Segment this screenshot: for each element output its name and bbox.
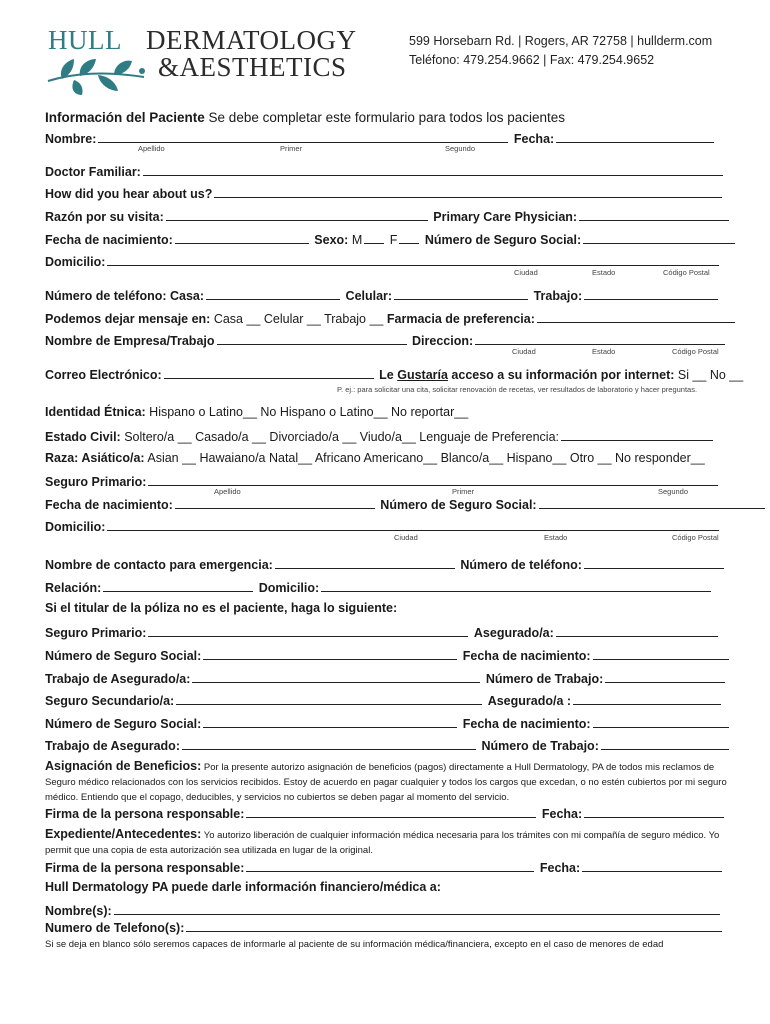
civil-status-options[interactable]: Soltero/a __ Casado/a __ Divorciado/a __ Viudo/a__ Lenguaje de Preferencia: — [120, 430, 559, 444]
label-employer-address: Direccion: — [412, 334, 474, 348]
row-release-names — [45, 902, 722, 918]
ethnicity-options[interactable]: Hispano o Latino__ No Hispano o Latino__ No reportar__ — [145, 405, 469, 419]
row-reason — [45, 208, 731, 224]
row-phones — [45, 287, 720, 303]
sub-ins-zip: Código Postal — [672, 533, 719, 542]
sub-ins-last: Apellido — [214, 487, 241, 496]
row-dob-sex-ssn — [45, 231, 737, 247]
row-release-phones — [45, 919, 724, 935]
field-email[interactable] — [164, 366, 374, 379]
label-ph-insured: Asegurado/a: — [473, 626, 554, 640]
field-name[interactable] — [98, 130, 508, 143]
patient-info-note: Se debe completar este formulario para todos los pacientes — [204, 110, 565, 125]
row-ph-secondary — [45, 692, 723, 708]
message-options[interactable]: Casa __ Celular __ Trabajo __ — [213, 312, 384, 326]
row-ethnicity — [45, 405, 468, 419]
field-ph-secondary[interactable] — [176, 692, 482, 705]
label-doctor: Doctor Familiar: — [45, 165, 141, 179]
field-ph-dob2[interactable] — [593, 715, 729, 728]
label-home-phone: Número de teléfono: Casa: — [45, 289, 205, 303]
label-release-names: Nombre(s): — [45, 904, 112, 918]
label-ph-work2: Trabajo de Asegurado: — [45, 739, 180, 753]
internet-options[interactable]: Si __ No __ — [674, 368, 744, 382]
row-message-pharmacy — [45, 310, 737, 326]
records-release-heading — [45, 880, 441, 894]
label-records-date: Fecha: — [539, 861, 581, 875]
field-ph-insured[interactable] — [556, 624, 718, 637]
label-civil-status: Estado Civil: — [45, 430, 121, 444]
field-relation[interactable] — [103, 579, 253, 592]
sub-ins-first: Primer — [452, 487, 475, 496]
label-ph-insured2: Asegurado/a : — [487, 694, 572, 708]
field-sex-m[interactable] — [364, 231, 384, 244]
records-release-text: Hull Dermatology PA puede darle información financiero/médica a: — [45, 880, 441, 894]
sex-option-m: M — [351, 233, 363, 247]
label-email: Correo Electrónico: — [45, 368, 162, 382]
benefits-title: Asignación de Beneficios: — [45, 759, 202, 773]
row-race — [45, 451, 705, 465]
field-work[interactable] — [584, 287, 718, 300]
label-relation: Relación: — [45, 581, 102, 595]
label-release-phones: Numero de Telefono(s): — [45, 921, 185, 935]
sub-employer-state: Estado — [592, 347, 616, 356]
sub-ins-state: Estado — [544, 533, 568, 542]
label-ph-work-phone: Número de Trabajo: — [485, 672, 604, 686]
policy-holder-heading — [45, 601, 397, 615]
row-primary-insurance — [45, 473, 720, 489]
label-ph-ssn: Número de Seguro Social: — [45, 649, 202, 663]
label-reason: Razón por su visita: — [45, 210, 164, 224]
field-address[interactable] — [107, 253, 719, 266]
field-employer[interactable] — [217, 332, 407, 345]
clinic-phone-fax: Teléfono: 479.254.9662 | Fax: 479.254.9652 — [409, 53, 655, 67]
records-paragraph — [45, 827, 730, 858]
field-primary-insurance[interactable] — [148, 473, 718, 486]
label-work: Trabajo: — [533, 289, 583, 303]
label-dob: Fecha de nacimiento: — [45, 233, 173, 247]
label-primary-insurance: Seguro Primario: — [45, 475, 147, 489]
field-ph-primary[interactable] — [148, 624, 468, 637]
sub-city: Ciudad — [514, 268, 538, 277]
label-internet-pre: Le — [379, 368, 398, 382]
sub-first-name: Primer — [280, 144, 303, 153]
label-ethnicity: Identidad Étnica: — [45, 405, 146, 419]
logo-aesthetics-text: &AESTHETICS — [158, 52, 347, 82]
row-emergency-contact — [45, 556, 726, 572]
field-emergency-address[interactable] — [321, 579, 711, 592]
label-pharmacy: Farmacia de preferencia: — [386, 312, 535, 326]
sub-ins-second: Segundo — [658, 487, 689, 496]
row-benefits-signature — [45, 805, 726, 821]
field-release-phones[interactable] — [186, 919, 722, 932]
policy-holder-title: Si el titular de la póliza no es el paciente, haga lo siguiente: — [45, 601, 398, 615]
field-ins-dob[interactable] — [175, 496, 375, 509]
internet-note: P. ej.: para solicitar una cita, solicitar renovación de recetas, ver resultados de laboratorio y hacer preguntas. — [337, 385, 698, 394]
field-ph-work2[interactable] — [182, 737, 476, 750]
hull-dermatology-logo — [44, 25, 374, 95]
field-sex-f[interactable] — [399, 231, 419, 244]
patient-info-title: Información del Paciente — [45, 110, 205, 125]
field-how-heard[interactable] — [214, 185, 722, 198]
clinic-address: 599 Horsebarn Rd. | Rogers, AR 72758 | hullderm.com — [409, 34, 713, 48]
field-ph-dob[interactable] — [593, 647, 729, 660]
field-ph-work-phone[interactable] — [605, 670, 725, 683]
field-benefits-signature[interactable] — [246, 805, 536, 818]
field-pharmacy[interactable] — [537, 310, 735, 323]
label-pcp: Primary Care Physician: — [433, 210, 578, 224]
sub-state: Estado — [592, 268, 616, 277]
sub-employer-city: Ciudad — [512, 347, 536, 356]
label-employer: Nombre de Empresa/Trabajo — [45, 334, 215, 348]
label-records-signature: Firma de la persona responsable: — [45, 861, 245, 875]
records-title: Expediente/Antecedentes: — [45, 827, 202, 841]
label-address: Domicilio: — [45, 255, 106, 269]
label-ph-work: Trabajo de Asegurado/a: — [45, 672, 191, 686]
field-ins-ssn[interactable] — [539, 496, 765, 509]
label-leave-message: Podemos dejar mensaje en: — [45, 312, 211, 326]
field-emergency-phone[interactable] — [584, 556, 724, 569]
sex-option-f: F — [389, 233, 398, 247]
sub-employer-zip: Código Postal — [672, 347, 719, 356]
row-ph-work — [45, 670, 727, 686]
row-address — [45, 253, 721, 269]
label-benefits-signature: Firma de la persona responsable: — [45, 807, 245, 821]
field-records-signature[interactable] — [246, 859, 534, 872]
sub-last-name: Apellido — [138, 144, 165, 153]
label-ph-dob2: Fecha de nacimiento: — [462, 717, 591, 731]
label-ph-primary: Seguro Primario: — [45, 626, 147, 640]
label-date: Fecha: — [513, 132, 555, 146]
field-date[interactable] — [556, 130, 714, 143]
field-release-names[interactable] — [114, 902, 720, 915]
label-internet-post: acceso a su información por internet: — [447, 368, 675, 382]
benefits-paragraph — [45, 759, 730, 805]
field-doctor[interactable] — [143, 163, 723, 176]
label-race: Raza: Asiático/a: — [45, 451, 145, 465]
row-records-signature — [45, 859, 724, 875]
logo-dermatology-text: DERMATOLOGY — [146, 25, 357, 55]
field-pcp[interactable] — [579, 208, 729, 221]
field-ssn[interactable] — [583, 231, 735, 244]
row-ins-dob-ssn — [45, 496, 767, 512]
row-relation — [45, 579, 713, 595]
row-civil-status — [45, 428, 715, 444]
leaf-flourish-icon — [44, 51, 154, 97]
field-ph-insured2[interactable] — [573, 692, 721, 705]
label-emergency-address: Domicilio: — [258, 581, 320, 595]
row-doctor — [45, 163, 725, 179]
logo-hull-text: HULL — [48, 25, 122, 55]
label-emergency-contact: Nombre de contacto para emergencia: — [45, 558, 273, 572]
label-benefits-date: Fecha: — [541, 807, 583, 821]
label-ins-address: Domicilio: — [45, 520, 106, 534]
label-name: Nombre: — [45, 132, 97, 146]
field-benefits-date[interactable] — [584, 805, 724, 818]
field-records-date[interactable] — [582, 859, 722, 872]
row-employer — [45, 332, 727, 348]
label-internet-gustaria: Gustaría — [397, 368, 448, 382]
sub-second-name: Segundo — [445, 144, 476, 153]
row-ph-primary — [45, 624, 720, 640]
field-language[interactable] — [561, 428, 713, 441]
field-emergency-contact[interactable] — [275, 556, 455, 569]
label-cell: Celular: — [345, 289, 393, 303]
label-sex: Sexo: — [314, 233, 349, 247]
benefits-text: Por la presente autorizo asignación de beneficios (pagos) directamente a Hull Dermatology, PA de todos mis reclamos de Seguro médico relacionados con los servicios recibidos. Estoy de acuerdo en pagar cualquier y todos los cargos que excedan, o no estén cubiertos por mi seguro médico. Entiendo que el copago, deducibles, y servicios no cubiertos se deben pagar al momento del servicio. — [45, 762, 727, 803]
field-cell[interactable] — [394, 287, 528, 300]
label-how-heard: How did you hear about us? — [45, 187, 213, 201]
label-emergency-phone: Número de teléfono: — [460, 558, 582, 572]
field-reason[interactable] — [166, 208, 428, 221]
field-employer-address[interactable] — [475, 332, 725, 345]
row-email — [45, 366, 743, 382]
row-how-heard — [45, 185, 724, 201]
sub-ins-city: Ciudad — [394, 533, 418, 542]
label-ph-secondary: Seguro Secundario/a: — [45, 694, 175, 708]
row-ph-ssn2 — [45, 715, 731, 731]
field-home-phone[interactable] — [206, 287, 340, 300]
footer-note: Si se deja en blanco sólo seremos capaces de informarle al paciente de su información médica/financiera, excepto en el caso de menores de edad — [45, 939, 664, 950]
field-ins-address[interactable] — [107, 518, 719, 531]
field-ph-ssn[interactable] — [203, 647, 457, 660]
records-text: Yo autorizo liberación de cualquier información médica necesaria para los trámites con mi compañía de seguro médico. Yo permit que una copia de esta autorización sea utilizada en lugar de la original. — [45, 830, 720, 856]
label-ins-dob: Fecha de nacimiento: — [45, 498, 173, 512]
label-ins-ssn: Número de Seguro Social: — [380, 498, 537, 512]
race-options[interactable]: Asian __ Hawaiano/a Natal__ Africano Americano__ Blanco/a__ Hispano__ Otro __ No responder__ — [144, 451, 705, 465]
label-ssn: Número de Seguro Social: — [424, 233, 582, 247]
field-ph-work[interactable] — [192, 670, 480, 683]
row-ins-address — [45, 518, 721, 534]
field-ph-ssn2[interactable] — [203, 715, 457, 728]
row-ph-work2 — [45, 737, 731, 753]
label-ph-work-phone2: Número de Trabajo: — [481, 739, 599, 753]
row-ph-ssn — [45, 647, 731, 663]
field-ph-work-phone2[interactable] — [601, 737, 729, 750]
patient-info-heading — [45, 110, 565, 125]
field-dob[interactable] — [175, 231, 309, 244]
sub-zip: Código Postal — [663, 268, 710, 277]
label-ph-dob: Fecha de nacimiento: — [462, 649, 591, 663]
label-ph-ssn2: Número de Seguro Social: — [45, 717, 202, 731]
